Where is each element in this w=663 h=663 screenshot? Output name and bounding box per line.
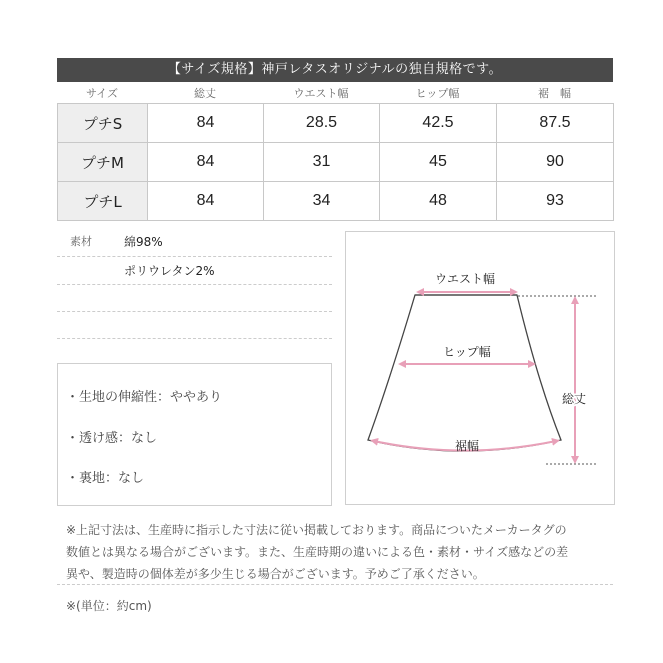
note-line: ※上記寸法は、生産時に指示した寸法に従い掲載しております。商品についたメーカータグの xyxy=(66,523,567,537)
cell-hip: 48 xyxy=(380,182,497,221)
cell-hem: 93 xyxy=(497,182,614,221)
table-row xyxy=(58,104,614,143)
header-hem: 裾 幅 xyxy=(538,87,571,100)
note-line: 異や、製造時の個体差が多少生じる場合がございます。予めご了承ください。 xyxy=(66,567,485,581)
cell-hem: 90 xyxy=(497,143,614,182)
row-label: プチL xyxy=(58,182,148,221)
material-line: 綿98% xyxy=(124,235,163,249)
fabric-properties-box xyxy=(57,363,332,506)
divider xyxy=(57,284,332,285)
row-label: プチM xyxy=(58,143,148,182)
property-sheerness: ・透け感：なし xyxy=(66,431,158,446)
table-row xyxy=(58,182,614,221)
size-spec-banner: 【サイズ規格】神戸レタスオリジナルの独自規格です。 xyxy=(57,58,613,82)
cell-length: 84 xyxy=(148,104,264,143)
cell-waist: 31 xyxy=(264,143,380,182)
header-hip: ヒップ幅 xyxy=(415,87,460,100)
cell-hip: 42.5 xyxy=(380,104,497,143)
material-label: 素材 xyxy=(70,235,92,248)
cell-length: 84 xyxy=(148,143,264,182)
size-table xyxy=(57,103,614,221)
cell-hem: 87.5 xyxy=(497,104,614,143)
length-label: 総丈 xyxy=(561,392,587,406)
header-length: 総丈 xyxy=(194,87,216,100)
skirt-diagram xyxy=(345,231,615,505)
divider xyxy=(57,338,332,339)
table-row xyxy=(58,143,614,182)
divider xyxy=(57,311,332,312)
header-waist: ウエスト幅 xyxy=(293,87,349,100)
skirt-outline xyxy=(368,295,561,451)
cell-waist: 28.5 xyxy=(264,104,380,143)
property-stretch: ・生地の伸縮性：ややあり xyxy=(66,390,223,405)
hip-label: ヒップ幅 xyxy=(443,345,491,359)
cell-length: 84 xyxy=(148,182,264,221)
unit-note: ※(単位：約cm) xyxy=(66,599,152,613)
cell-waist: 34 xyxy=(264,182,380,221)
material-line: ポリウレタン2% xyxy=(124,264,215,278)
waist-label: ウエスト幅 xyxy=(434,272,496,286)
header-size: サイズ xyxy=(85,87,119,100)
note-line: 数値とは異なる場合がございます。また、生産時期の違いによる色・素材・サイズ感などの差 xyxy=(66,545,569,559)
divider xyxy=(57,584,613,585)
row-label: プチS xyxy=(58,104,148,143)
divider xyxy=(57,256,332,257)
hem-label: 裾幅 xyxy=(454,439,480,453)
property-lining: ・裏地：なし xyxy=(66,471,145,486)
cell-hip: 45 xyxy=(380,143,497,182)
skirt-diagram-svg xyxy=(346,232,614,504)
